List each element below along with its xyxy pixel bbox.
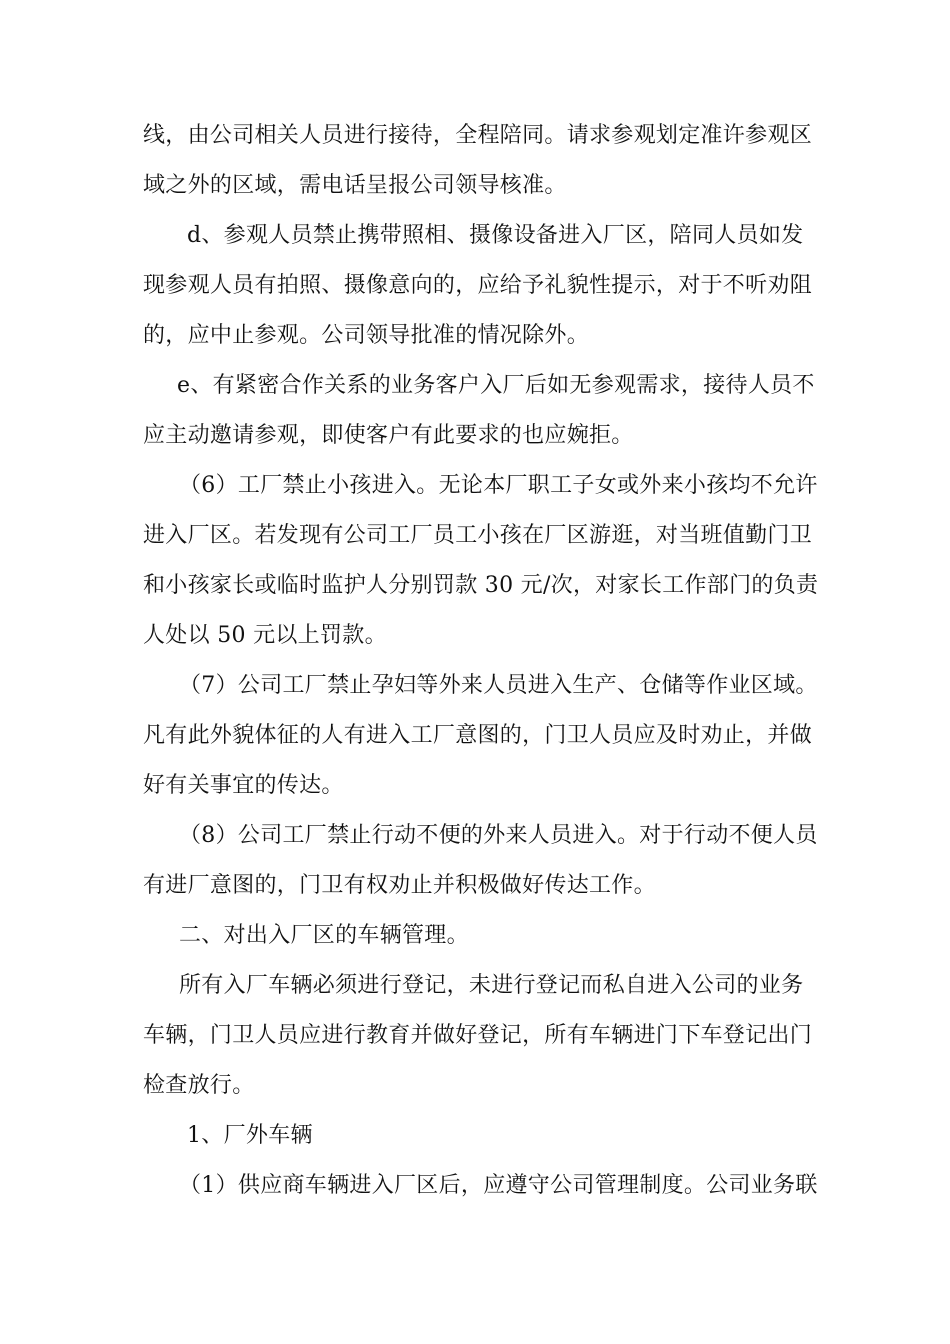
line-text: d、参观人员禁止携带照相、摄像设备进入厂区，陪同人员如发: [187, 223, 804, 248]
subsection-heading: [0, 1116, 950, 1156]
text-line: [0, 616, 950, 656]
text-line: [0, 466, 950, 506]
line-text: 现参观人员有拍照、摄像意向的，应给予礼貌性提示，对于不听劝阻: [143, 273, 813, 298]
line-text: 进入厂区。若发现有公司工厂员工小孩在厂区游逛，对当班值勤门卫: [143, 523, 813, 548]
line-text: 域之外的区域，需电话呈报公司领导核准。: [143, 173, 567, 198]
text-line: [0, 716, 950, 756]
line-text: 线，由公司相关人员进行接待，全程陪同。请求参观划定准许参观区: [143, 123, 813, 148]
line-text: 有进厂意图的，门卫有权劝止并积极做好传达工作。: [143, 873, 656, 898]
text-line: [0, 216, 950, 256]
line-text: 所有入厂车辆必须进行登记，未进行登记而私自进入公司的业务: [179, 973, 804, 998]
section-heading: [0, 916, 950, 956]
line-text: 和小孩家长或临时监护人分别罚款 30 元/次，对家长工作部门的负责: [143, 573, 819, 598]
line-text: 的，应中止参观。公司领导批准的情况除外。: [143, 323, 590, 348]
text-line: [0, 366, 950, 406]
line-text: （8）公司工厂禁止行动不便的外来人员进入。对于行动不便人员: [179, 823, 818, 848]
line-text: （1）供应商车辆进入厂区后，应遵守公司管理制度。公司业务联: [179, 1173, 818, 1198]
line-text: 应主动邀请参观，即使客户有此要求的也应婉拒。: [143, 423, 634, 448]
line-text: 车辆，门卫人员应进行教育并做好登记，所有车辆进门下车登记出门: [143, 1023, 813, 1048]
line-text: 二、对出入厂区的车辆管理。: [179, 923, 469, 948]
line-text: 人处以 50 元以上罚款。: [143, 623, 387, 648]
line-text: （7）公司工厂禁止孕妇等外来人员进入生产、仓储等作业区域。: [179, 673, 818, 698]
line-text: （6）工厂禁止小孩进入。无论本厂职工子女或外来小孩均不允许: [179, 473, 818, 498]
line-text: e、有紧密合作关系的业务客户入厂后如无参观需求，接待人员不: [177, 373, 815, 398]
text-line: [0, 516, 950, 556]
text-line: [0, 1016, 950, 1056]
text-line: [0, 266, 950, 306]
text-line: [0, 116, 950, 156]
text-line: [0, 1166, 950, 1206]
text-line: [0, 816, 950, 856]
line-text: 凡有此外貌体征的人有进入工厂意图的，门卫人员应及时劝止，并做: [143, 723, 813, 748]
text-line: [0, 566, 950, 606]
line-text: 好有关事宜的传达。: [143, 773, 344, 798]
text-line: [0, 666, 950, 706]
text-line: [0, 766, 950, 806]
text-line: [0, 1066, 950, 1106]
line-text: 检查放行。: [143, 1073, 255, 1098]
text-line: [0, 866, 950, 906]
text-line: [0, 316, 950, 356]
text-line: [0, 966, 950, 1006]
text-line: [0, 166, 950, 206]
text-line: [0, 416, 950, 456]
line-text: 1、厂外车辆: [187, 1123, 313, 1148]
